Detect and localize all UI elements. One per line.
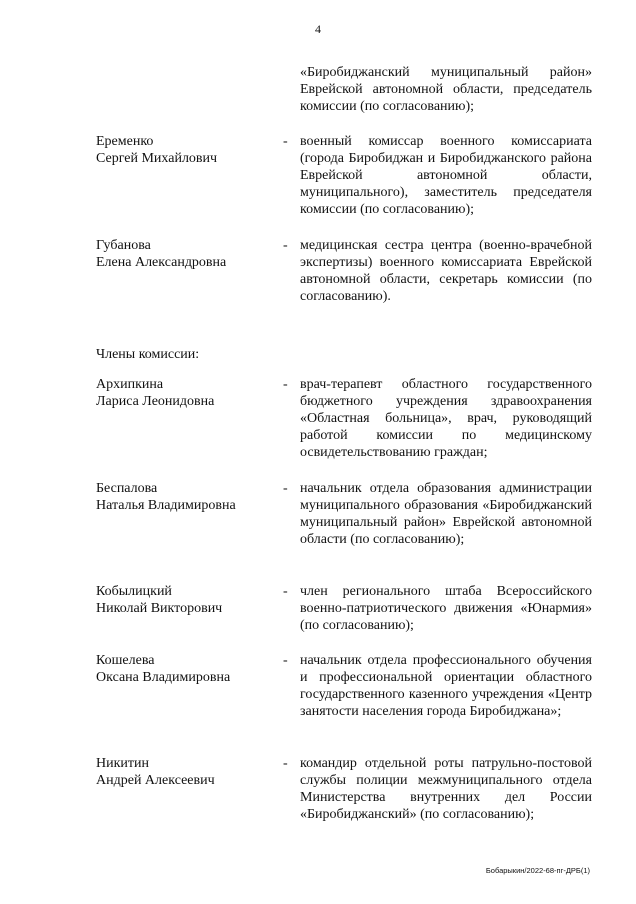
person-name: Архипкина Лариса Леонидовна — [96, 377, 215, 409]
person-name: Еременко Сергей Михайлович — [96, 134, 218, 166]
dash-separator: - — [283, 481, 288, 496]
person-position: врач-терапевт областного государственного бюджетного учреждения здравоохранения «Областная больница», врач, руководящий работой комиссии по медицинскому освидетельствованию граждан; — [300, 377, 592, 460]
dash-separator: - — [283, 377, 288, 392]
dash-separator: - — [283, 134, 288, 149]
person-name: Кошелева Оксана Владимировна — [96, 653, 231, 685]
person-position: начальник отдела образования администрации муниципального образования «Биробиджанский муниципальный район» Еврейской автономной области (по согласованию); — [300, 481, 592, 547]
person-name: Никитин Андрей Алексеевич — [96, 756, 215, 788]
person-position: медицинская сестра центра (военно-врачебной экспертизы) военного комиссариата Еврейской автономной области, секретарь комиссии (по согласованию). — [300, 238, 592, 304]
person-name: Кобылицкий Николай Викторович — [96, 584, 223, 616]
person-position: военный комиссар военного комиссариата (города Биробиджан и Биробиджанского района Еврейской автономной области, муниципального), заместитель председателя комиссии (по согласованию); — [300, 134, 592, 217]
document-code: Бобарыкин/2022-68-пг-ДРБ(1) — [485, 866, 590, 875]
person-position: член регионального штаба Всероссийского военно-патриотического движения «Юнармия» (по согласованию); — [300, 584, 592, 633]
dash-separator: - — [283, 584, 288, 599]
intro-description: «Биробиджанский муниципальный район» Еврейской автономной области, председатель комиссии (по согласованию); — [300, 65, 592, 114]
person-position: командир отдельной роты патрульно-постовой службы полиции межмуниципального отдела Министерства внутренних дел России «Биробиджанский» (по согласованию); — [300, 756, 592, 822]
dash-separator: - — [283, 238, 288, 253]
person-name: Губанова Елена Александровна — [96, 238, 227, 270]
members-heading: Члены комиссии: — [96, 347, 200, 362]
dash-separator: - — [283, 653, 288, 668]
dash-separator: - — [283, 756, 288, 771]
person-position: начальник отдела профессионального обучения и профессиональной ориентации областного государственного казенного учреждения «Центр занятости населения города Биробиджана»; — [300, 653, 592, 719]
page-number: 4 — [315, 22, 321, 36]
person-name: Беспалова Наталья Владимировна — [96, 481, 236, 513]
